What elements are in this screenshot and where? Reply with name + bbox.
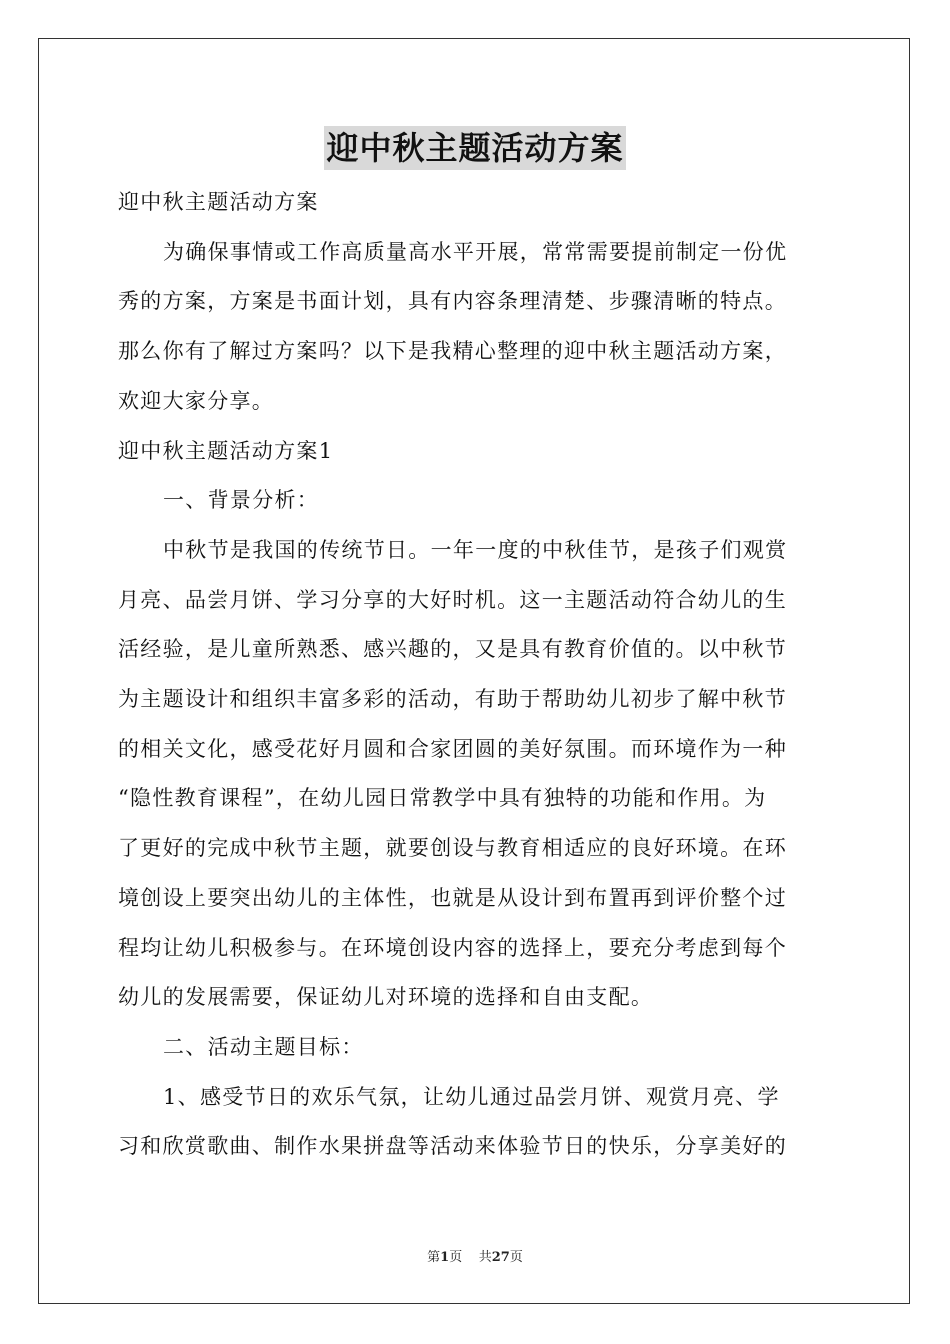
text-line: 一、背景分析： [163,488,320,513]
text-line: 活经验，是儿童所熟悉、感兴趣的，又是具有教育价值的。以中秋节 [118,637,787,662]
page-suffix: 页 [449,1250,463,1265]
text-line: 迎中秋主题活动方案 [118,190,319,214]
page-prefix: 第 [427,1250,441,1265]
page-footer [0,1246,950,1265]
text-line: 月亮、品尝月饼、学习分享的大好时机。这一主题活动符合幼儿的生 [118,587,787,612]
text-line: 秀的方案，方案是书面计划，具有内容条理清楚、步骤清晰的特点。 [118,289,787,314]
text-line: 为确保事情或工作高质量高水平开展，常常需要提前制定一份优 [163,239,788,264]
text-line: 为主题设计和组织丰富多彩的活动，有助于帮助幼儿初步了解中秋节 [118,687,787,712]
text-line: 那么你有了解过方案吗？以下是我精心整理的迎中秋主题活动方案， [118,339,787,364]
text-line: 1、感受节日的欢乐气氛，让幼儿通过品尝月饼、观赏月亮、学 [163,1084,780,1109]
text-line: 中秋节是我国的传统节日。一年一度的中秋佳节，是孩子们观赏 [163,537,788,562]
text-line: 二、活动主题目标： [163,1034,364,1059]
total-suffix: 页 [509,1250,523,1265]
document-body [118,178,834,1172]
text-line: 了更好的完成中秋节主题，就要创设与教育相适应的良好环境。在环 [118,836,787,861]
text-line: 迎中秋主题活动方案1 [118,438,334,463]
text-line: 境创设上要突出幼儿的主体性，也就是从设计到布置再到评价整个过 [118,885,787,910]
text-line: “隐性教育课程”，在幼儿园日常教学中具有独特的功能和作用。为 [118,786,767,811]
text-line: 幼儿的发展需要，保证幼儿对环境的选择和自由支配。 [118,985,654,1010]
text-line: 的相关文化，感受花好月圆和合家团圆的美好氛围。而环境作为一种 [118,736,787,761]
page-number: 1 [440,1250,450,1265]
document-title: 迎中秋主题活动方案 [324,126,625,170]
total-prefix: 共 [478,1250,492,1265]
title-area [0,126,950,170]
total-pages: 27 [491,1250,510,1265]
text-line: 习和欣赏歌曲、制作水果拼盘等活动来体验节日的快乐，分享美好的 [118,1134,787,1159]
text-line: 程均让幼儿积极参与。在环境创设内容的选择上，要充分考虑到每个 [118,935,787,960]
text-line: 欢迎大家分享。 [118,388,275,413]
